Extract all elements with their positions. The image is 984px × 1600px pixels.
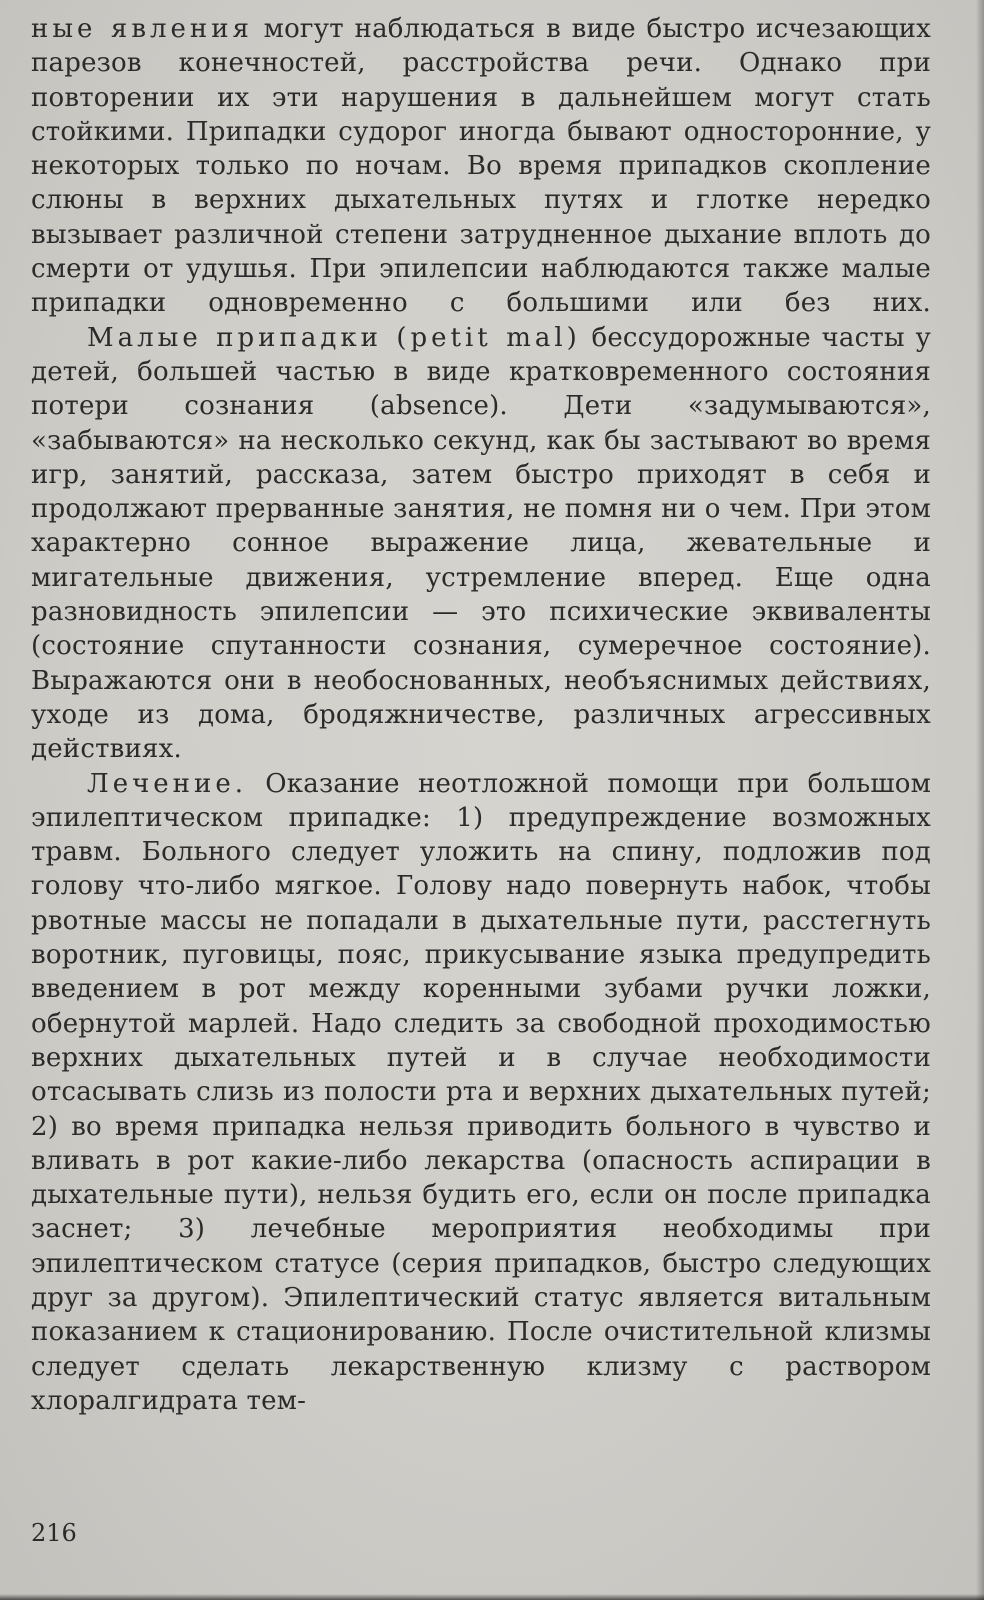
paragraph-2 [31, 321, 931, 767]
paragraph-1-spaced-opening: ные явления [31, 14, 253, 44]
paragraph-3-lead: Лечение. [87, 768, 247, 799]
body-text [31, 12, 931, 1418]
paragraph-2-text: бессудорожные часты у детей, большей частью в виде кратковременного состояния потери сознания (absence). Дети «задумываются», «забываются» на несколько секунд, как бы застывают во время игр, занятий, рассказа, затем быстро приходят в себя и продолжают прерванные занятия, не помня ни о чем. При этом характерно сонное выражение лица, жевательные и мигательные движения, устремление вперед. Еще одна разновидность эпилепсии — это психические эквиваленты (состояние спутанности сознания, сумеречное состояние). Выражаются они в необоснованных, необъяснимых действиях, уходе из дома, бродяжничестве, различных агрессивных действиях. [31, 322, 931, 765]
paragraph-3-text: Оказание неотложной помощи при большом эпилептическом припадке: 1) предупреждение возможных травм. Больного следует уложить на спину, подложив под голову что-либо мягкое. Голову надо повернуть набок, чтобы рвотные массы не попадали в дыхательные пути, расстегнуть воротник, пуговицы, пояс, прикусывание языка предупредить введением в рот между коренными зубами ручки ложки, обернутой марлей. Надо следить за свободной проходимостью верхних дыхательных путей и в случае необходимости отсасывать слизь из полости рта и верхних дыхательных путей; 2) во время припадка нельзя приводить больного в чувство и вливать в рот какие-либо лекарства (опасность аспирации в дыхательные пути), нельзя будить его, если он после припадка заснет; 3) лечебные мероприятия необходимы при эпилептическом статусе (серия припадков, быстро следующих друг за другом). Эпилептический статус является витальным показанием к стационированию. После очистительной клизмы следует сделать лекарственную клизму с раствором хлоралгидрата тем- [31, 768, 931, 1416]
paragraph-2-lead: Малые припадки (petit mal) [87, 322, 581, 353]
paragraph-1-text: могут наблюдаться в виде быстро исчезающих парезов конечностей, расстройства речи. Однако при повторении их эти нарушения в дальнейшем могут стать стойкими. Припадки судорог иногда бывают односторонние, у некоторых только по ночам. Во время припадков скопление слюны в верхних дыхательных путях и глотке нередко вызывает различной степени затрудненное дыхание вплоть до смерти от удушья. При эпилепсии наблюдаются также малые припадки одновременно с большими или без них. [31, 14, 931, 319]
page-edge-shadow [976, 0, 984, 1600]
paragraph-3 [31, 767, 931, 1419]
page-number: 216 [31, 1519, 77, 1547]
paragraph-1 [31, 12, 931, 321]
page-bottom-edge [0, 1594, 984, 1600]
